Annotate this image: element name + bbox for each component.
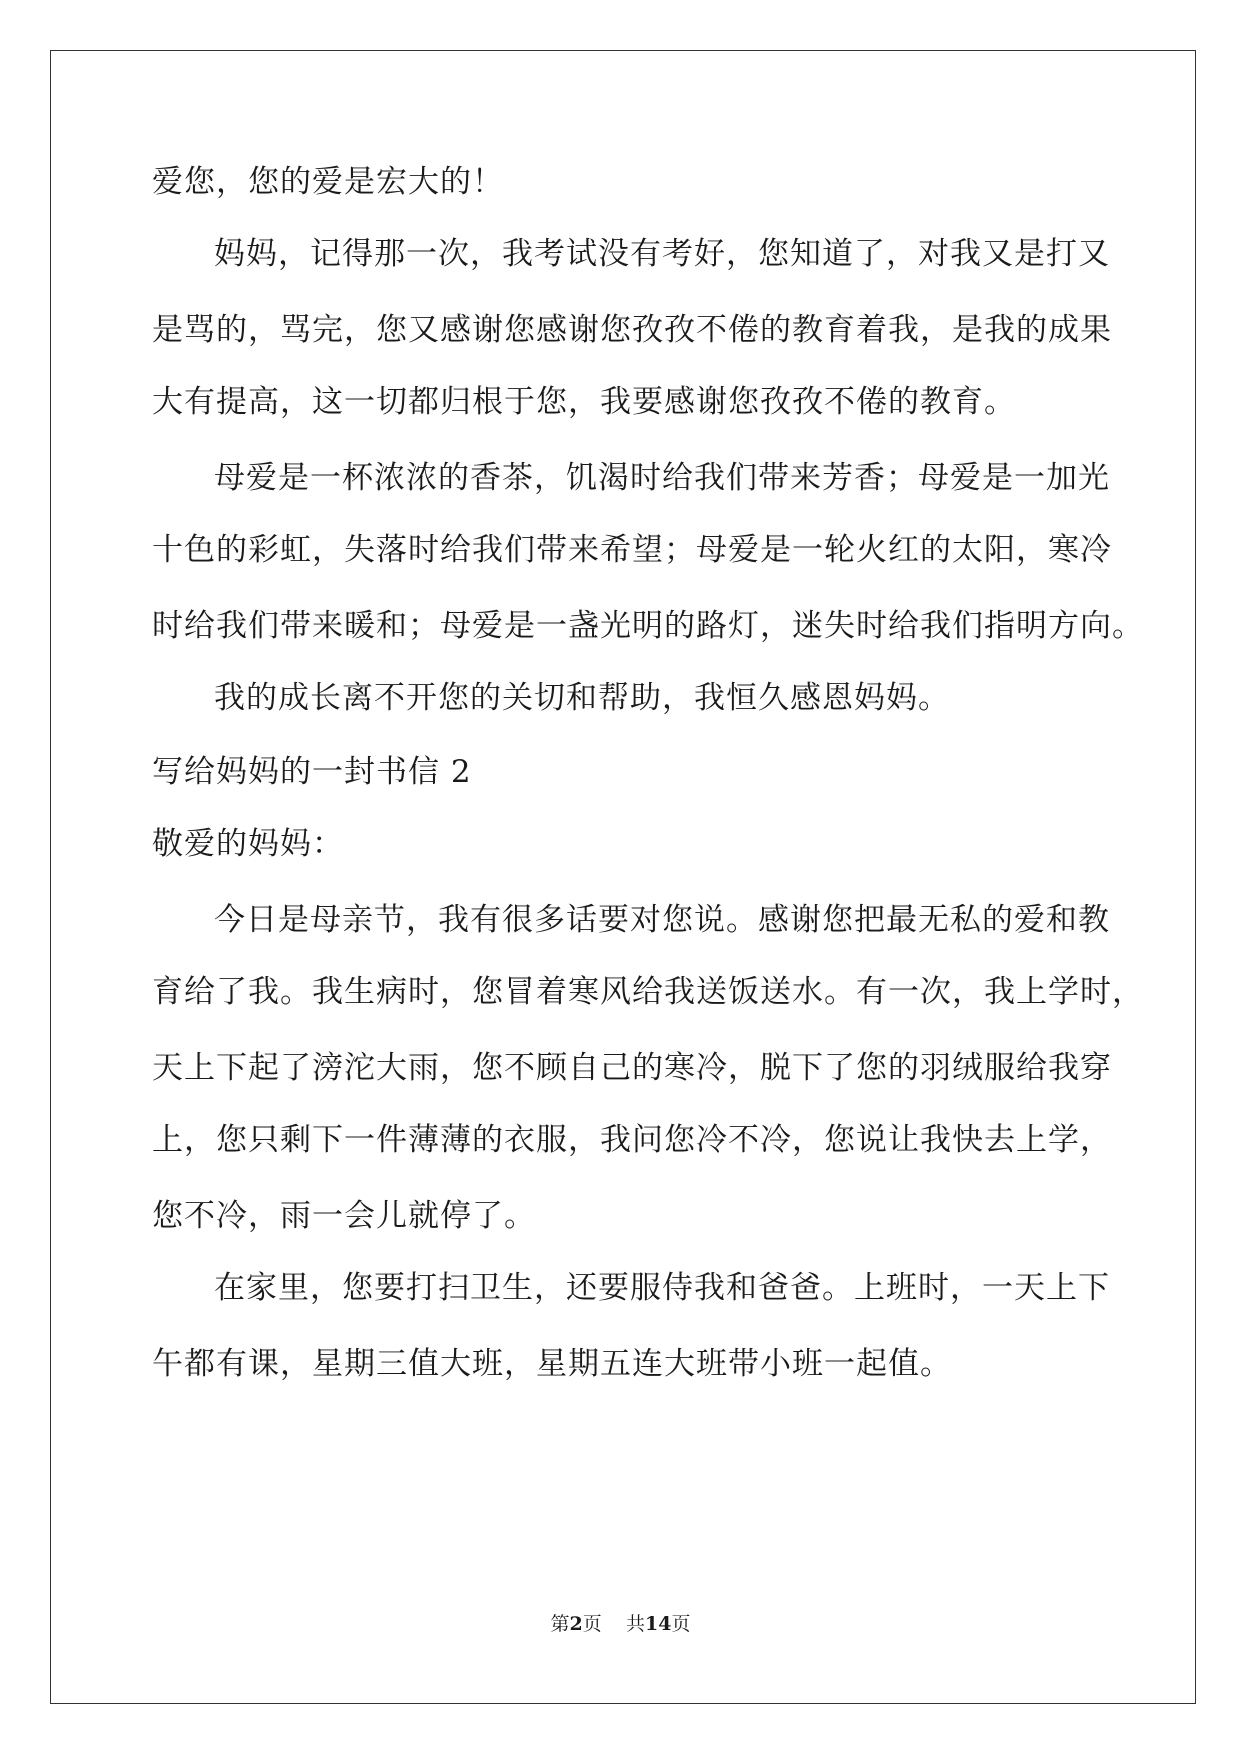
text-line: 午都有课，星期三值大班，星期五连大班带小班一起值。: [152, 1346, 952, 1382]
page-current: 2: [569, 1613, 583, 1635]
paragraph-line: 母爱是一杯浓浓的香茶，饥渴时给我们带来芳香；母爱是一加光: [214, 460, 1110, 496]
page-prefix: 第: [550, 1613, 570, 1635]
paragraph-line: 今日是母亲节，我有很多话要对您说。感谢您把最无私的爱和教: [214, 902, 1110, 938]
text-line: 是骂的，骂完，您又感谢您感谢您孜孜不倦的教育着我，是我的成果: [152, 312, 1112, 348]
total-unit: 页: [671, 1613, 691, 1635]
page-total: 14: [644, 1613, 672, 1635]
text-line: 育给了我。我生病时，您冒着寒风给我送饭送水。有一次，我上学时，: [152, 974, 1144, 1010]
text-line: 大有提高，这一切都归根于您，我要感谢您孜孜不倦的教育。: [152, 384, 1016, 420]
text-line: 时给我们带来暖和；母爱是一盏光明的路灯，迷失时给我们指明方向。: [152, 608, 1144, 644]
text-line: 十色的彩虹，失落时给我们带来希望；母爱是一轮火红的太阳，寒冷: [152, 532, 1112, 568]
text-line: 爱您，您的爱是宏大的！: [152, 164, 504, 200]
text-line: 您不冷，雨一会儿就停了。: [152, 1198, 536, 1234]
text-line: 上，您只剩下一件薄薄的衣服，我问您冷不冷，您说让我快去上学，: [152, 1122, 1112, 1158]
section-heading: 写给妈妈的一封书信 2: [152, 754, 472, 790]
page-unit: 页: [582, 1613, 602, 1635]
total-prefix: 共: [625, 1613, 645, 1635]
paragraph-line: 在家里，您要打扫卫生，还要服侍我和爸爸。上班时，一天上下: [214, 1270, 1110, 1306]
salutation: 敬爱的妈妈：: [152, 826, 344, 862]
page-footer: [0, 1612, 1241, 1636]
paragraph-line: 我的成长离不开您的关切和帮助，我恒久感恩妈妈。: [214, 680, 950, 716]
paragraph-line: 妈妈，记得那一次，我考试没有考好，您知道了，对我又是打又: [214, 236, 1110, 272]
page-border: [50, 50, 1196, 1704]
text-line: 天上下起了滂沱大雨，您不顾自己的寒冷，脱下了您的羽绒服给我穿: [152, 1050, 1112, 1086]
